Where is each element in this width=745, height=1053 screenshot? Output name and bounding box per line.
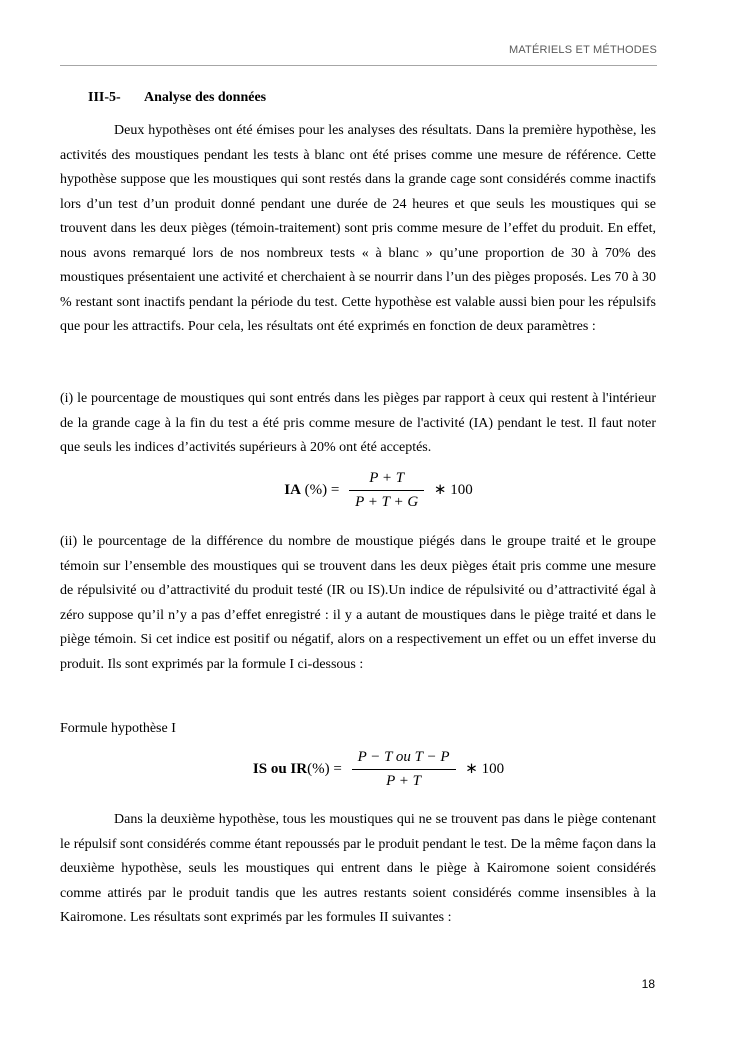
paragraph-repulsivity-index: (ii) le pourcentage de la différence du nombre de moustique piégés dans le groupe traité et le groupe témoin sur l’ensemble des moustiques qui se trouvent dans les deux pièges était pris comme une mesure de répulsivité ou d’attractivité du produit testé (IR ou IS).Un indice de répulsivité ou d’attractivité égal à zéro suppose qu’il n’y a pas d’effet enregistré : il y a autant de moustiques dans le piège traité et dans le piège témoin. Si cet indice est positif ou négatif, alors on a respectivement un effet ou un effet inverse du produit. Ils sont exprimés par la formule I ci-dessous : [60, 534, 656, 672]
formula-is-label: IS ou IR [252, 760, 308, 777]
formula-ia-label: IA [284, 481, 301, 498]
formula-ia-numerator: P + T [349, 470, 424, 491]
formula-is-fraction [352, 749, 456, 790]
formula-ia-unit: (%) = [304, 481, 340, 498]
formula-is-numerator: P − T ou T − P [352, 749, 456, 770]
formula-caption: Formule hypothèse I [60, 721, 176, 736]
formula-ia-denominator: P + T + G [355, 494, 419, 510]
formula-repulsivity-index [0, 749, 745, 790]
paragraph-second-hypothesis: Dans la deuxième hypothèse, tous les moustiques qui ne se trouvent pas dans le piège contenant le répulsif sont considérés comme étant repoussés par le produit pendant le test. De la même façon dans la deuxième hypothèse, seuls les moustiques qui entrent dans le piège à Kairomone soient considérés comme attirés par le produit tandis que les autres restants soient considérés comme insensibles à la Kairomone. Les résultats sont exprimés par les formules II suivantes : [60, 812, 656, 925]
formula-is-denominator: P + T [386, 773, 421, 789]
formula-activity-index [0, 470, 745, 511]
paragraph-hypothesis-intro: Deux hypothèses ont été émises pour les analyses des résultats. Dans la première hypothèse, les activités des moustiques pendant les tests à blanc ont été prises comme une mesure de référence. Cette hypothèse suppose que les moustiques qui sont restés dans la grande cage sont considérés comme inactifs lors d’un test d’un produit donné pendant une durée de 24 heures et que seuls les moustiques qui se trouvent dans les deux pièges (témoin-traitement) sont pris comme mesure de l’effet du produit. En effet, nous avons remarqué lors de nos nombreux tests « à blanc » qu’une proportion de 30 à 70% des moustiques présentaient une activité et cherchaient à se nourrir dans l’un des pièges proposés. Les 70 à 30 % restant sont inactifs pendant la période du test. Cette hypothèse est valable aussi bien pour les répulsifs que pour les attractifs. Pour cela, les résultats ont été exprimés en fonction de deux paramètres : [60, 123, 656, 334]
formula-is-unit: (%) = [307, 760, 342, 777]
formula-ia-multiplier: ∗ 100 [433, 481, 473, 498]
page-number: 18 [641, 977, 655, 991]
formula-ia-fraction [349, 470, 424, 511]
running-header: MATÉRIELS ET MÉTHODES [508, 44, 657, 56]
formula-is-multiplier: ∗ 100 [465, 760, 505, 777]
paragraph-activity-index: (i) le pourcentage de moustiques qui sont entrés dans les pièges par rapport à ceux qui restent à l'intérieur de la grande cage à la fin du test a été pris comme mesure de l'activité (IA) pendant le test. Il faut noter que seuls les indices d’activités supérieurs à 20% ont été acceptés. [60, 391, 656, 455]
section-title: Analyse des données [144, 90, 267, 105]
section-number: III-5- [88, 90, 121, 105]
section-heading [88, 90, 266, 106]
header-divider [60, 65, 657, 66]
